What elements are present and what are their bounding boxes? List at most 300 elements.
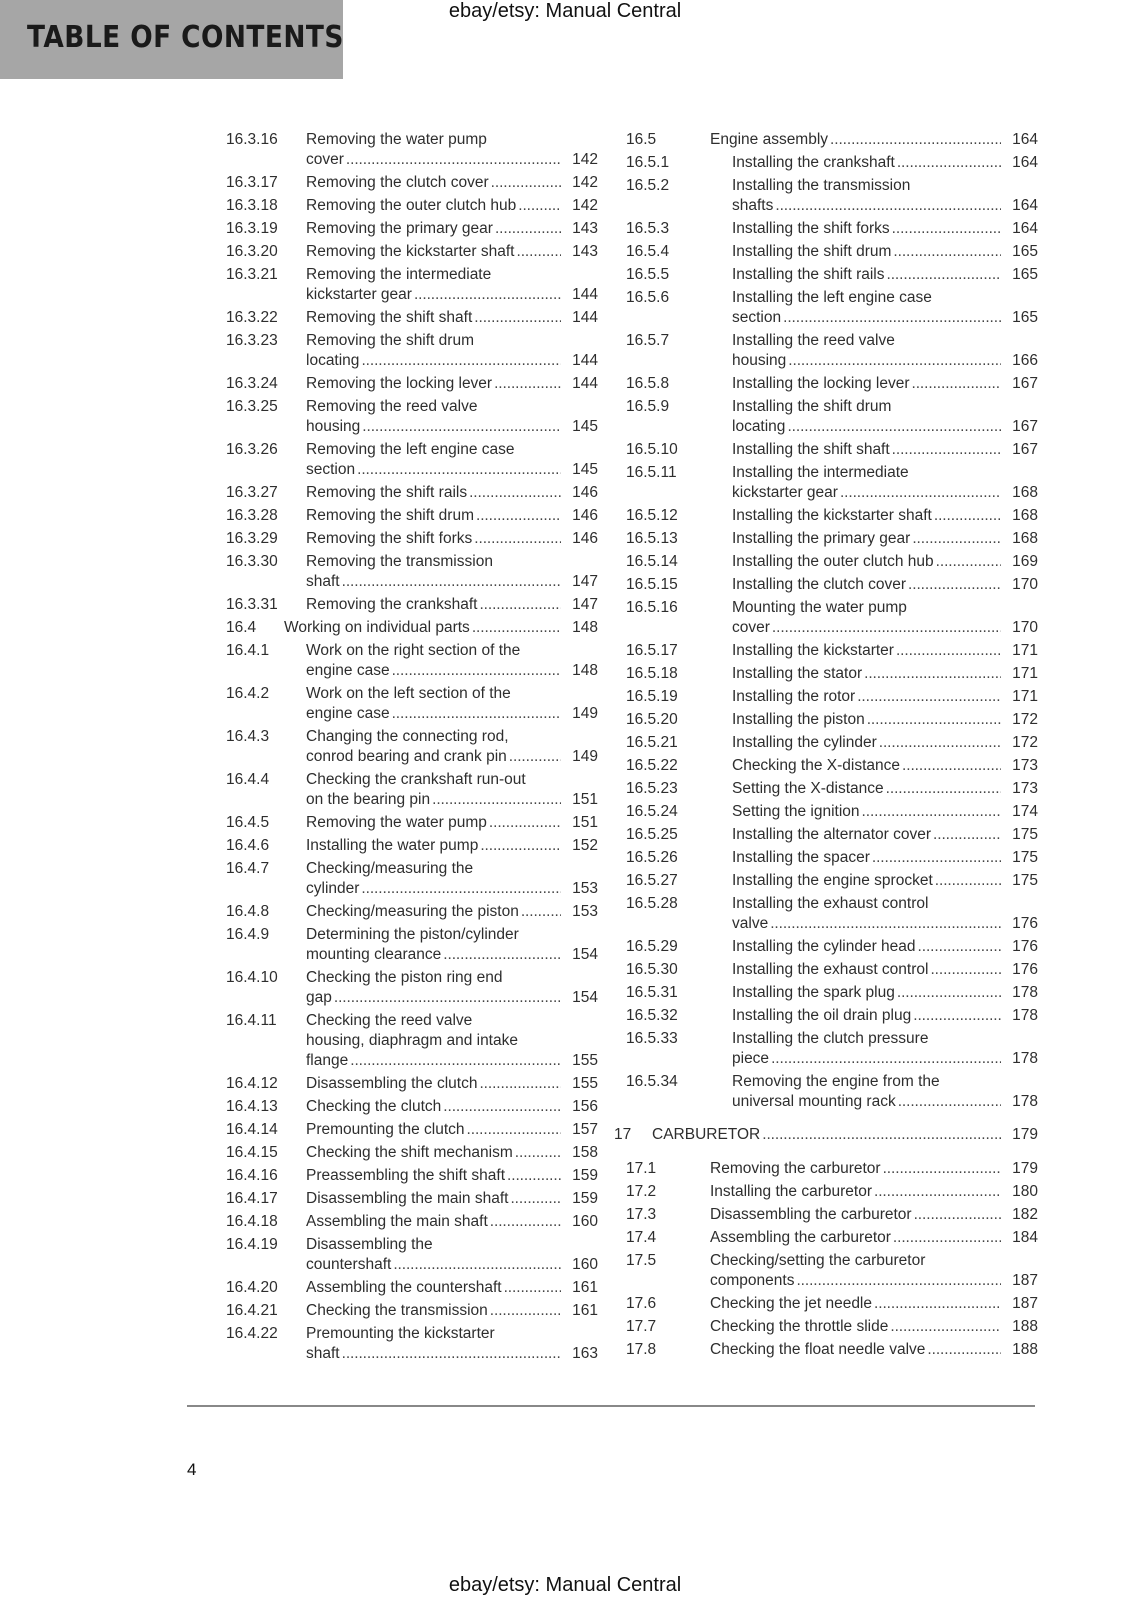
- toc-page-number: 146: [572, 484, 598, 501]
- toc-page-number: 175: [1012, 872, 1038, 889]
- toc-page-number: 164: [1012, 131, 1038, 148]
- toc-entry-body: [732, 960, 1038, 980]
- toc-entry-body: [732, 463, 1038, 503]
- toc-entry-title: Checking the clutch: [306, 1098, 442, 1115]
- toc-entry-title: Installing the shift rails: [732, 266, 885, 283]
- toc-entry-number: 16.5.25: [626, 826, 678, 843]
- toc-page-number: 142: [572, 151, 598, 168]
- toc-entry-number: 16.5.22: [626, 757, 678, 774]
- toc-entry-number: 16.4.14: [226, 1121, 278, 1138]
- toc-entry-title: Removing the transmission: [306, 553, 493, 570]
- toc-page-number: 167: [1012, 418, 1038, 435]
- toc-entry-title: Disassembling the carburetor: [710, 1206, 912, 1223]
- toc-page-number: 178: [1012, 1093, 1038, 1110]
- dot-leader: [893, 242, 1001, 262]
- dot-leader: [892, 219, 1001, 239]
- toc-entry-title: Work on the right section of the: [306, 642, 521, 659]
- dot-leader: [495, 219, 561, 239]
- dot-leader: [489, 813, 561, 833]
- toc-entry-title: Removing the primary gear: [306, 220, 493, 237]
- toc-entry-number: 16.5.4: [626, 243, 670, 260]
- toc-entry-title: piece: [732, 1050, 770, 1067]
- toc-entry-title: Removing the left engine case: [306, 441, 515, 458]
- toc-entry-number: 16.5.26: [626, 849, 678, 866]
- toc-entry-title: Removing the shift shaft: [306, 309, 473, 326]
- toc-entry-body: [306, 1097, 598, 1117]
- toc-entry-number: 16.5.7: [626, 332, 670, 349]
- toc-entry-number: 16.3.28: [226, 507, 278, 524]
- toc-page-number: 155: [572, 1075, 598, 1092]
- toc-entry-title: Checking the X-distance: [732, 757, 901, 774]
- toc-entry-body: [732, 506, 1038, 526]
- toc-entry-title: Checking the float needle valve: [710, 1341, 926, 1358]
- dot-leader: [346, 150, 561, 170]
- toc-entry-title: housing: [306, 418, 361, 435]
- toc-entry-title: Installing the shift drum: [732, 243, 892, 260]
- toc-entry-number: 16.5.12: [626, 507, 678, 524]
- toc-page-number: 187: [1012, 1295, 1038, 1312]
- dot-leader: [362, 417, 561, 437]
- toc-entry-body: [306, 130, 598, 170]
- toc-entry-number: 16.4.4: [226, 771, 270, 788]
- dot-leader: [788, 351, 1001, 371]
- toc-entry-body: [306, 1120, 598, 1140]
- dot-leader: [509, 747, 561, 767]
- toc-entry-body: [306, 1166, 598, 1186]
- toc-page-number: 175: [1012, 826, 1038, 843]
- toc-entry-number: 16.5.23: [626, 780, 678, 797]
- toc-entry-number: 16.5.14: [626, 553, 678, 570]
- watermark-bottom: ebay/etsy: Manual Central: [448, 1574, 682, 1596]
- toc-page-number: 179: [1012, 1160, 1038, 1177]
- toc-entry-body: [732, 552, 1038, 572]
- toc-entry-body: [306, 1324, 598, 1364]
- toc-entry-number: 16.4.12: [226, 1075, 278, 1092]
- dot-leader: [432, 790, 561, 810]
- toc-entry-number: 16.4.16: [226, 1167, 278, 1184]
- toc-entry-title: housing, diaphragm and intake: [306, 1032, 518, 1049]
- toc-entry-body: [732, 288, 1038, 328]
- dot-leader: [930, 960, 1001, 980]
- toc-entry-body: [306, 902, 598, 922]
- toc-entry-title: Removing the intermediate: [306, 266, 492, 283]
- dot-leader: [874, 1294, 1001, 1314]
- toc-entry-body: [306, 1074, 598, 1094]
- toc-page-number: 149: [572, 705, 598, 722]
- toc-entry-title: Removing the shift drum: [306, 332, 474, 349]
- toc-page-number: 159: [572, 1167, 598, 1184]
- toc-entry-body: [306, 506, 598, 526]
- dot-leader: [469, 483, 561, 503]
- toc-entry-body: [732, 779, 1038, 799]
- toc-entry-title: universal mounting rack: [732, 1093, 896, 1110]
- toc-entry-title: locating: [306, 352, 360, 369]
- toc-page-number: 163: [572, 1345, 598, 1362]
- toc-entry-title: Checking the transmission: [306, 1302, 488, 1319]
- toc-entry-title: Checking/measuring the: [306, 860, 474, 877]
- dot-leader: [935, 871, 1001, 891]
- toc-entry-body: [732, 687, 1038, 707]
- dot-leader: [491, 173, 561, 193]
- toc-entry-body: [306, 1235, 598, 1275]
- toc-entry-title: housing: [732, 352, 787, 369]
- toc-entry-title: Installing the stator: [732, 665, 863, 682]
- toc-entry-title: Work on the left section of the: [306, 685, 511, 702]
- toc-page-number: 165: [1012, 243, 1038, 260]
- toc-entry-title: Checking the reed valve: [306, 1012, 473, 1029]
- toc-entry-title: engine case: [306, 662, 390, 679]
- toc-entry-body: [732, 983, 1038, 1003]
- toc-entry-title: Installing the exhaust control: [732, 961, 929, 978]
- toc-page-number: 167: [1012, 375, 1038, 392]
- toc-entry-title: gap: [306, 989, 332, 1006]
- toc-entry-number: 17.4: [626, 1229, 657, 1246]
- toc-entry-title: Setting the X-distance: [732, 780, 884, 797]
- toc-entry-title: shafts: [732, 197, 774, 214]
- toc-page-number: 171: [1012, 642, 1038, 659]
- toc-entry-body: [306, 219, 598, 239]
- toc-entry-title: Checking/setting the carburetor: [710, 1252, 926, 1269]
- toc-page-number: 187: [1012, 1272, 1038, 1289]
- toc-entry-body: [710, 130, 1038, 150]
- toc-entry-title: Removing the shift forks: [306, 530, 473, 547]
- toc-page-number: 146: [572, 507, 598, 524]
- toc-entry-body: [732, 1029, 1038, 1069]
- toc-entry-number: 16.4.15: [226, 1144, 278, 1161]
- toc-entry-title: Installing the cylinder: [732, 734, 877, 751]
- toc-entry-title: Installing the kickstarter: [732, 642, 894, 659]
- toc-entry-body: [306, 440, 598, 480]
- toc-entry-body: [306, 595, 598, 615]
- toc-entry-number: 16.5.2: [626, 177, 670, 194]
- toc-page-number: 155: [572, 1052, 598, 1069]
- toc-entry-number: 16.5.10: [626, 441, 678, 458]
- toc-entry-body: [306, 1212, 598, 1232]
- toc-entry-body: [306, 770, 598, 810]
- dot-leader: [474, 308, 561, 328]
- toc-page-number: 151: [572, 814, 598, 831]
- toc-page-number: 158: [572, 1144, 598, 1161]
- dot-leader: [474, 529, 561, 549]
- toc-entry-title: Installing the left engine case: [732, 289, 932, 306]
- toc-entry-body: [306, 836, 598, 856]
- dot-leader: [897, 153, 1001, 173]
- toc-entry-title: shaft: [306, 1345, 340, 1362]
- toc-entry-title: cover: [732, 619, 770, 636]
- dot-leader: [521, 902, 561, 922]
- toc-entry-title: kickstarter gear: [732, 484, 838, 501]
- dot-leader: [918, 937, 1001, 957]
- toc-entry-number: 16.5.13: [626, 530, 678, 547]
- watermark-top: ebay/etsy: Manual Central: [448, 0, 682, 22]
- toc-entry-body: [306, 1011, 598, 1071]
- toc-entry-body: [306, 925, 598, 965]
- dot-leader: [772, 618, 1001, 638]
- toc-entry-number: 16.3.19: [226, 220, 278, 237]
- toc-page-number: 165: [1012, 266, 1038, 283]
- toc-entry-body: [732, 153, 1038, 173]
- toc-entry-title: Premounting the kickstarter: [306, 1325, 495, 1342]
- toc-entry-title: Installing the locking lever: [732, 375, 910, 392]
- toc-page-number: 143: [572, 243, 598, 260]
- toc-entry-title: Removing the reed valve: [306, 398, 478, 415]
- toc-entry-body: [732, 242, 1038, 262]
- toc-entry-number: 16.3.20: [226, 243, 278, 260]
- toc-entry-title: Removing the outer clutch hub: [306, 197, 517, 214]
- dot-leader: [913, 1006, 1001, 1026]
- dot-leader: [414, 285, 561, 305]
- toc-page-number: 174: [1012, 803, 1038, 820]
- toc-entry-title: Checking the throttle slide: [710, 1318, 889, 1335]
- toc-entry-body: [306, 308, 598, 328]
- toc-page-number: 188: [1012, 1318, 1038, 1335]
- toc-page-number: 164: [1012, 197, 1038, 214]
- toc-entry-title: Engine assembly: [710, 131, 829, 148]
- toc-entry-number: 16.3.30: [226, 553, 278, 570]
- dot-leader: [914, 1205, 1001, 1225]
- toc-entry-number: 16.4.6: [226, 837, 270, 854]
- toc-entry-title: Checking the piston ring end: [306, 969, 503, 986]
- toc-entry-title: Installing the shift forks: [732, 220, 890, 237]
- toc-entry-number: 16.3.18: [226, 197, 278, 214]
- toc-entry-body: [732, 937, 1038, 957]
- dot-leader: [361, 879, 561, 899]
- dot-leader: [887, 265, 1002, 285]
- toc-page-number: 166: [1012, 352, 1038, 369]
- toc-entry-body: [306, 483, 598, 503]
- toc-entry-title: Installing the piston: [732, 711, 865, 728]
- toc-page-number: 165: [1012, 309, 1038, 326]
- toc-entry-number: 16.5.8: [626, 375, 670, 392]
- toc-entry-number: 16.3.24: [226, 375, 278, 392]
- toc-page-number: 168: [1012, 484, 1038, 501]
- dot-leader: [771, 1049, 1001, 1069]
- toc-entry-number: 17.7: [626, 1318, 657, 1335]
- toc-entry-number: 16.5.1: [626, 154, 670, 171]
- toc-entry-body: [306, 727, 598, 767]
- toc-entry-title: cover: [306, 151, 344, 168]
- dot-leader: [874, 1182, 1001, 1202]
- toc-entry-number: 16.3.21: [226, 266, 278, 283]
- dot-leader: [510, 1189, 561, 1209]
- toc-entry-title: Installing the engine sprocket: [732, 872, 933, 889]
- toc-entry-number: 16.4.8: [226, 903, 270, 920]
- toc-page-number: 184: [1012, 1229, 1038, 1246]
- toc-entry-number: 16.5.21: [626, 734, 678, 751]
- toc-entry-body: [306, 173, 598, 193]
- toc-entry-title: Checking the shift mechanism: [306, 1144, 513, 1161]
- toc-page-number: 152: [572, 837, 598, 854]
- toc-entry-number: 16.5: [626, 131, 657, 148]
- toc-entry-title: Premounting the clutch: [306, 1121, 465, 1138]
- toc-entry-number: 16.5.33: [626, 1030, 678, 1047]
- toc-entry-title: Removing the water pump: [306, 814, 487, 831]
- toc-entry-body: [306, 265, 598, 305]
- toc-entry-body: [306, 1278, 598, 1298]
- toc-entry-title: Changing the connecting rod,: [306, 728, 509, 745]
- toc-page-number: 154: [572, 989, 598, 1006]
- toc-entry-number: 16.3.31: [226, 596, 278, 613]
- dot-leader: [862, 802, 1001, 822]
- toc-entry-body: [732, 176, 1038, 216]
- dot-leader: [864, 664, 1001, 684]
- toc-entry-title: Installing the kickstarter shaft: [732, 507, 932, 524]
- toc-page-number: 188: [1012, 1341, 1038, 1358]
- dot-leader: [507, 1166, 561, 1186]
- toc-entry-title: Installing the water pump: [306, 837, 479, 854]
- toc-entry-body: [732, 529, 1038, 549]
- dot-leader: [490, 1301, 561, 1321]
- toc-entry-title: Disassembling the clutch: [306, 1075, 478, 1092]
- toc-entry-title: Assembling the countershaft: [306, 1279, 502, 1296]
- toc-page-number: 167: [1012, 441, 1038, 458]
- dot-leader: [393, 1255, 561, 1275]
- toc-page-number: 179: [1012, 1126, 1038, 1143]
- toc-page-number: 172: [1012, 734, 1038, 751]
- toc-entry-number: 17.2: [626, 1183, 657, 1200]
- toc-entry-title: Checking the crankshaft run-out: [306, 771, 526, 788]
- dot-leader: [490, 1212, 561, 1232]
- toc-page-number: 160: [572, 1256, 598, 1273]
- toc-entry-number: 17.3: [626, 1206, 657, 1223]
- toc-entry-title: kickstarter gear: [306, 286, 412, 303]
- dot-leader: [392, 704, 561, 724]
- toc-entry-number: 16.3.26: [226, 441, 278, 458]
- toc-entry-title: Removing the crankshaft: [306, 596, 478, 613]
- toc-entry-body: [732, 265, 1038, 285]
- toc-entry-body: [710, 1228, 1038, 1248]
- toc-entry-number: 16.4.1: [226, 642, 270, 659]
- toc-page-number: 173: [1012, 780, 1038, 797]
- toc-entry-title: Mounting the water pump: [732, 599, 907, 616]
- toc-entry-number: 16.5.20: [626, 711, 678, 728]
- toc-entry-number: 16.4.22: [226, 1325, 278, 1342]
- toc-entry-body: [710, 1182, 1038, 1202]
- dot-leader: [936, 552, 1001, 572]
- toc-entry-body: [306, 529, 598, 549]
- toc-entry-title: Checking/measuring the piston: [306, 903, 519, 920]
- toc-entry-title: Removing the clutch cover: [306, 174, 489, 191]
- toc-entry-title: Installing the shift shaft: [732, 441, 890, 458]
- toc-page-number: 148: [572, 662, 598, 679]
- toc-page-number: 147: [572, 573, 598, 590]
- dot-leader: [392, 661, 561, 681]
- dot-leader: [783, 308, 1001, 328]
- footer-divider: [187, 1405, 1035, 1407]
- toc-entry-number: 17.5: [626, 1252, 657, 1269]
- dot-leader: [342, 1344, 561, 1364]
- dot-leader: [934, 506, 1001, 526]
- toc-entry-body: [732, 802, 1038, 822]
- toc-page-number: 171: [1012, 665, 1038, 682]
- toc-entry-number: 17.8: [626, 1341, 657, 1358]
- toc-entry-number: 17.6: [626, 1295, 657, 1312]
- toc-entry-body: [732, 710, 1038, 730]
- toc-entry-title: on the bearing pin: [306, 791, 431, 808]
- toc-entry-body: [732, 331, 1038, 371]
- toc-entry-body: [710, 1294, 1038, 1314]
- dot-leader: [342, 572, 561, 592]
- toc-entry-number: 16.5.24: [626, 803, 678, 820]
- toc-entry-body: [710, 1159, 1038, 1179]
- toc-page-number: 171: [1012, 688, 1038, 705]
- dot-leader: [879, 733, 1001, 753]
- toc-entry-title: Removing the water pump: [306, 131, 487, 148]
- toc-entry-number: 16.4.5: [226, 814, 270, 831]
- toc-entry-title: Setting the ignition: [732, 803, 860, 820]
- toc-page-number: 182: [1012, 1206, 1038, 1223]
- dot-leader: [516, 242, 561, 262]
- dot-leader: [912, 374, 1002, 394]
- toc-page-number: 169: [1012, 553, 1038, 570]
- dot-leader: [472, 618, 561, 638]
- toc-entry-body: [306, 641, 598, 681]
- toc-entry-number: 16.3.25: [226, 398, 278, 415]
- toc-entry-body: [732, 219, 1038, 239]
- toc-entry-number: 16.4.3: [226, 728, 270, 745]
- toc-page-number: 170: [1012, 619, 1038, 636]
- toc-entry-number: 16.5.15: [626, 576, 678, 593]
- toc-page-number: 156: [572, 1098, 598, 1115]
- toc-entry-body: [306, 242, 598, 262]
- toc-entry-title: Installing the spacer: [732, 849, 870, 866]
- toc-entry-body: [732, 756, 1038, 776]
- dot-leader: [897, 983, 1001, 1003]
- dot-leader: [443, 945, 561, 965]
- toc-page-number: 164: [1012, 154, 1038, 171]
- toc-entry-number: 16.4.11: [226, 1012, 277, 1029]
- toc-entry-number: 16.5.34: [626, 1073, 678, 1090]
- toc-page-number: 176: [1012, 961, 1038, 978]
- dot-leader: [504, 1278, 561, 1298]
- toc-entry-number: 16.5.17: [626, 642, 678, 659]
- toc-entry-number: 16.3.17: [226, 174, 278, 191]
- toc-entry-body: [710, 1205, 1038, 1225]
- toc-entry-number: 16.3.22: [226, 309, 278, 326]
- toc-page-number: 148: [572, 619, 598, 636]
- toc-page-number: 175: [1012, 849, 1038, 866]
- dot-leader: [912, 529, 1001, 549]
- dot-leader: [857, 687, 1001, 707]
- toc-entry-number: 16.4.21: [226, 1302, 278, 1319]
- toc-entry-title: Disassembling the main shaft: [306, 1190, 509, 1207]
- toc-entry-number: 16.5.29: [626, 938, 678, 955]
- toc-entry-body: [306, 1143, 598, 1163]
- toc-entry-number: 16.5.27: [626, 872, 678, 889]
- toc-page-number: 168: [1012, 507, 1038, 524]
- toc-entry-number: 16.4.2: [226, 685, 270, 702]
- toc-entry-title: Installing the crankshaft: [732, 154, 895, 171]
- toc-entry-title: Removing the shift drum: [306, 507, 474, 524]
- dot-leader: [361, 351, 561, 371]
- toc-page-number: 147: [572, 596, 598, 613]
- toc-page-number: 176: [1012, 938, 1038, 955]
- toc-entry-body: [284, 618, 598, 638]
- toc-entry-number: 16.5.6: [626, 289, 670, 306]
- dot-leader: [775, 196, 1001, 216]
- dot-leader: [334, 988, 561, 1008]
- dot-leader: [893, 1228, 1001, 1248]
- toc-entry-body: [732, 894, 1038, 934]
- toc-page-number: 164: [1012, 220, 1038, 237]
- toc-page-number: 144: [572, 309, 598, 326]
- dot-leader: [479, 1074, 561, 1094]
- toc-entry-number: 16.4.10: [226, 969, 278, 986]
- toc-entry-number: 16.3.29: [226, 530, 278, 547]
- dot-leader: [796, 1271, 1001, 1291]
- toc-page-number: 161: [572, 1302, 598, 1319]
- toc-entry-body: [306, 552, 598, 592]
